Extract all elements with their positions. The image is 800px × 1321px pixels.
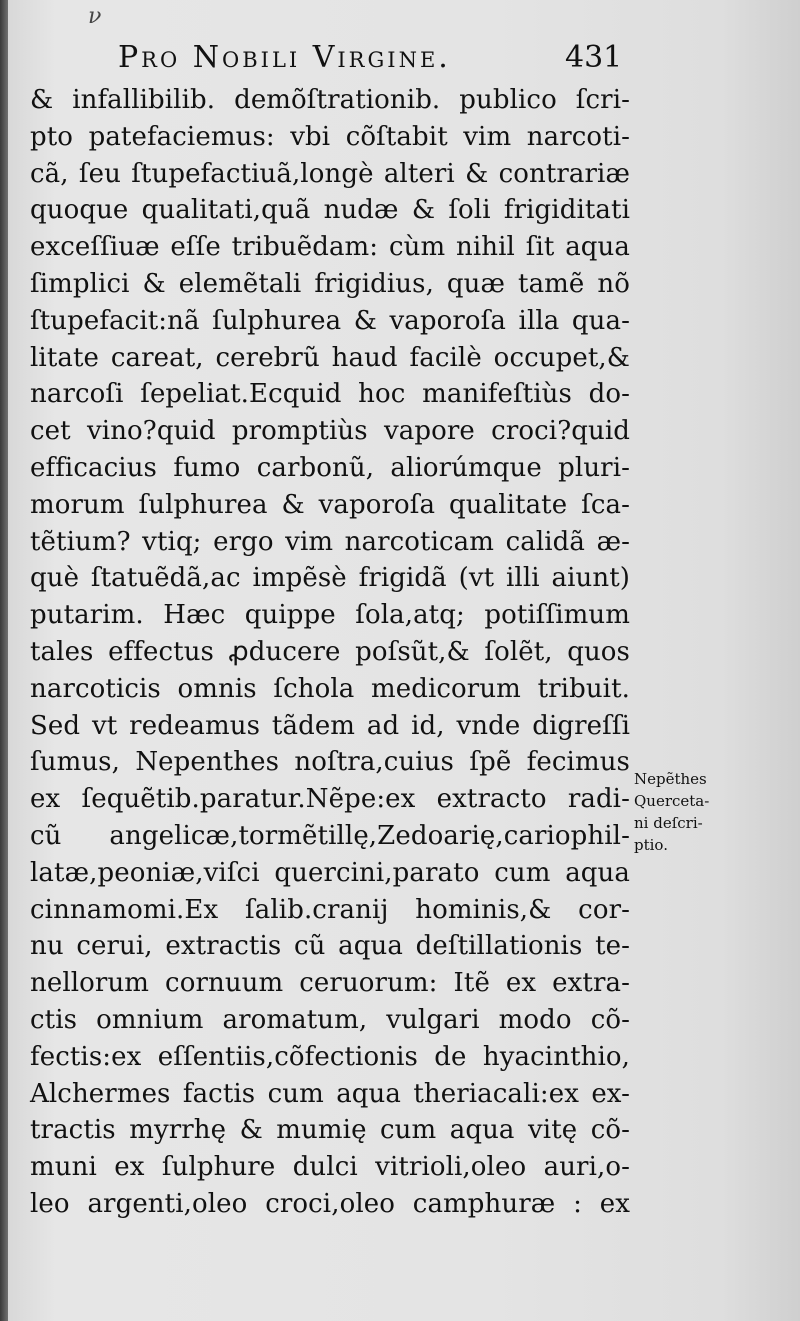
text-line: fectis:ex eſſentiis,cõfectionis de hyacinthio, (30, 1041, 630, 1072)
text-line: litate careat, cerebrũ haud facilè occupet,& (30, 342, 630, 373)
text-line: ſumus, Nepenthes noſtra,cuius ſpẽ fecimus (30, 747, 630, 778)
marginal-note-line: ni deſcri- (634, 814, 703, 832)
text-line: muni ex ſulphure dulci vitrioli,oleo auri,o- (30, 1152, 630, 1183)
text-line: ex ſequẽtib.paratur.Nẽpe:ex extracto radi- (30, 784, 630, 815)
text-line: exceſſiuæ eſſe tribuẽdam: cùm nihil ſit aqua (30, 232, 630, 263)
text-line: Alchermes factis cum aqua theriacali:ex ex- (30, 1078, 630, 1109)
running-title: Pro Nobili Virgine. (118, 40, 451, 75)
text-line: cũ angelicæ,tormẽtillę,Zedoarię,cariophil- (30, 820, 630, 851)
text-line: cinnamomi.Ex ſalib.cranij hominis,& cor- (30, 894, 630, 925)
text-line: putarim. Hæc quippe ſola,atq; potiſſimum (30, 600, 630, 631)
page-header (118, 40, 638, 80)
text-line: narcoſi ſepeliat.Ecquid hoc manifeſtiùs do- (30, 379, 630, 410)
text-line: tẽtium? vtiq; ergo vim narcoticam calidã æ- (30, 526, 630, 557)
text-line: & infallibilib. demõſtrationib. publico ſcri- (30, 85, 630, 115)
text-line: cet vino?quid promptiùs vapore croci?quid (30, 416, 630, 447)
text-line: morum ſulphurea & vaporoſa qualitate ſca- (30, 489, 630, 520)
text-line: quoque qualitati,quã nudæ & ſoli frigiditati (30, 195, 630, 226)
page-number: 431 (565, 40, 623, 75)
stray-ink-mark: ν (88, 4, 102, 29)
text-line: pto patefaciemus: vbi cõſtabit vim narcoti- (30, 121, 630, 152)
text-line: tales effectus ꝓducere poſsũt,& ſolẽt, quos (30, 636, 630, 667)
text-line: cã, ſeu ſtupefactiuã,longè alteri & contrariæ (30, 158, 630, 189)
text-line: nu cerui, extractis cũ aqua deſtillationis te- (30, 931, 630, 962)
text-line: ctis omnium aromatum, vulgari modo cõ- (30, 1004, 630, 1035)
text-line: ſimplici & elemẽtali frigidius, quæ tamẽ nõ (30, 268, 630, 299)
text-line: latæ,peoniæ,viſci quercini,parato cum aqua (30, 857, 630, 888)
text-line: Sed vt redeamus tãdem ad id, vnde digreſſi (30, 710, 630, 741)
body-text (30, 82, 630, 1223)
text-line: ſtupefacit:nã ſulphurea & vaporoſa illa qua- (30, 305, 630, 336)
text-line: leo argenti,oleo croci,oleo camphuræ : ex (30, 1188, 630, 1219)
text-line: què ſtatuẽdã,ac impẽsè frigidã (vt illi aiunt) (30, 563, 630, 594)
marginal-note-line: Nepẽthes (634, 770, 707, 788)
marginal-note-line: Quercetа- (634, 792, 710, 810)
text-line: tractis myrrhę & mumię cum aqua vitę cõ- (30, 1115, 630, 1146)
text-line: efficacius fumo carbonũ, aliorúmque pluri- (30, 452, 630, 483)
marginal-note-line: ptio. (634, 836, 668, 854)
marginal-note (634, 768, 764, 856)
text-line: nellorum cornuum ceruorum: Itẽ ex extra- (30, 968, 630, 999)
text-line: narcoticis omnis ſchola medicorum tribuit. (30, 673, 630, 704)
